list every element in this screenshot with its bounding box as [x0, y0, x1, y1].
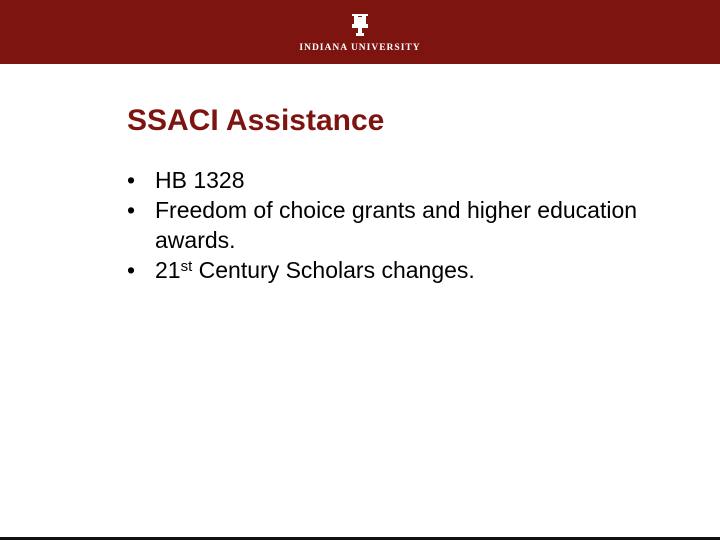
bullet-item: [127, 255, 667, 285]
bullet-superscript: st: [180, 258, 193, 275]
bullet-list: [127, 165, 667, 285]
bullet-item: [127, 195, 667, 255]
iu-trident-icon: [348, 12, 372, 36]
bullet-text-suffix: Century Scholars changes.: [192, 257, 475, 283]
bullet-item: [127, 165, 667, 195]
wordmark: INDIANA UNIVERSITY: [299, 43, 421, 53]
header-bar: [0, 0, 720, 64]
slide-title: SSACI Assistance: [127, 104, 385, 137]
bullet-text: Freedom of choice grants and higher education awards.: [155, 197, 638, 253]
bullet-text: HB 1328: [155, 167, 245, 193]
bullet-text-prefix: 21: [155, 257, 181, 283]
